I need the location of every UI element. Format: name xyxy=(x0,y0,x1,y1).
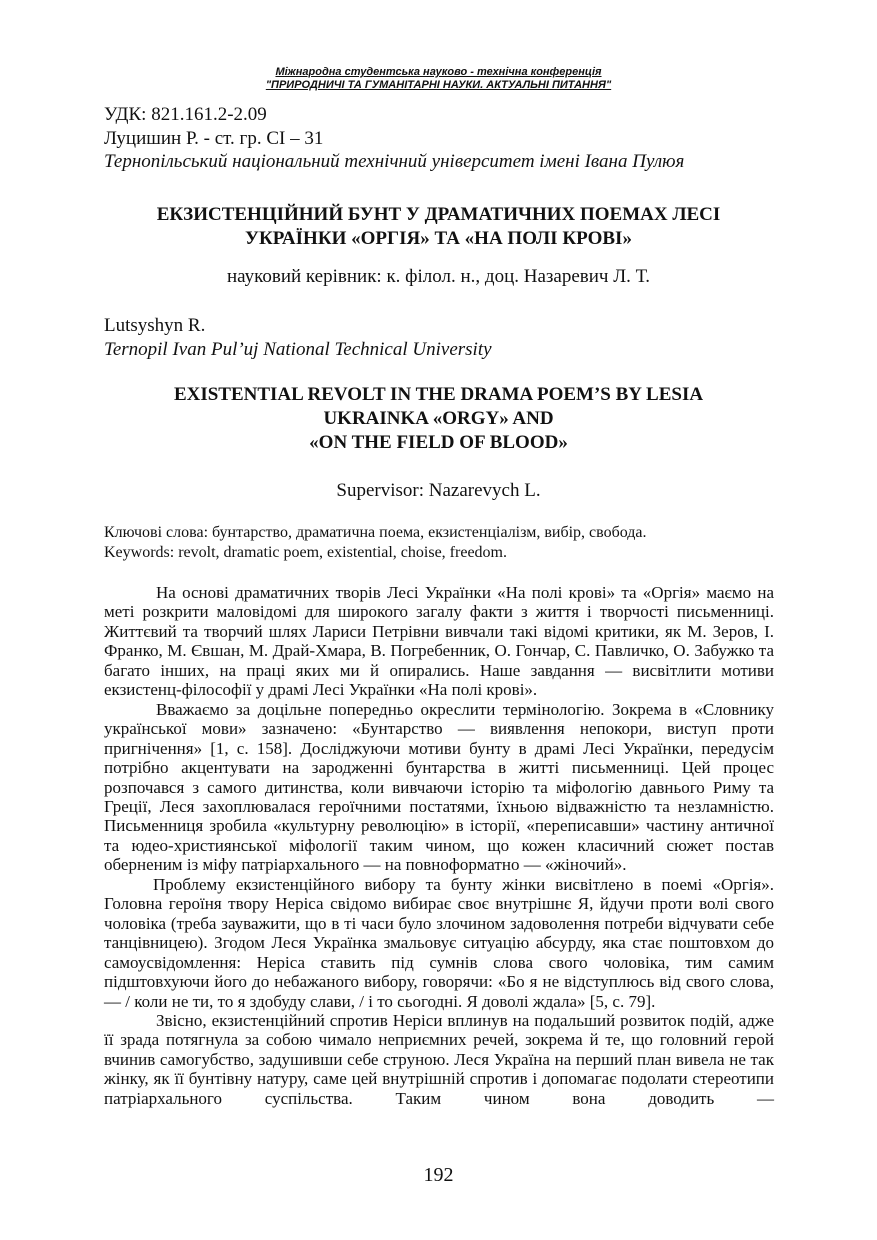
university-ua: Тернопільський національний технічний університет імені Івана Пулюя xyxy=(104,151,685,172)
title-ua-line: УКРАЇНКИ «ОРГІЯ» ТА «НА ПОЛІ КРОВІ» xyxy=(245,228,632,249)
author-info-en xyxy=(104,314,492,361)
author-info-ua xyxy=(104,103,684,174)
title-ua-line: ЕКЗИСТЕНЦІЙНИЙ БУНТ У ДРАМАТИЧНИХ ПОЕМАХ ЛЕСІ xyxy=(156,204,721,225)
title-en-line: UKRAINKA «ORGY» AND xyxy=(323,408,554,429)
keywords-ua: Ключові слова: бунтарство, драматична поема, екзистенціалізм, вибір, свобода. xyxy=(104,524,647,541)
body-text xyxy=(104,583,774,1108)
paper-title-en xyxy=(0,383,877,455)
paper-title-ua xyxy=(0,203,877,251)
conference-name: Міжнародна студентська науково - технічна конференція xyxy=(275,66,602,78)
title-en-line: EXISTENTIAL REVOLT IN THE DRAMA POEM’S BY LESIA xyxy=(173,384,704,405)
supervisor-en: Supervisor: Nazarevych L. xyxy=(336,480,541,501)
keywords-block xyxy=(104,523,647,563)
university-en: Ternopil Ivan Pul’uj National Technical University xyxy=(104,338,492,360)
paragraph: На основі драматичних творів Лесі Українки «На полі крові» та «Оргія» маємо на меті розкрити маловідомі для широкого загалу факти з життя і творчості письменниці. Життєвий та творчий шлях Лариси Петрівни вивчали такі відомі критики, як М. Зеров, І. Франко, М. Євшан, М. Драй-Хмара, В. Погребенник, О. Гончар, С. Павличко, О. Забужко та багато інших, на праці яких ми й опирались. Наше завдання — висвітлити мотиви екзистенц-філософії у драмі Лесі Українки «На полі крові». xyxy=(104,583,774,700)
keywords-en: Keywords: revolt, dramatic poem, existential, choise, freedom. xyxy=(104,544,507,561)
paragraph: Звісно, екзистенційний спротив Неріси вплинув на подальший розвиток подій, адже її зрада потягнула за собою чимало неприємних речей, зокрема й те, що головний герой вчинив самогубство, задушивши себе струною. Леся Україна на перший план вивела не так жінку, як її бунтівну натуру, саме цей внутрішній спротив і допомагає подолати стереотипи патріархального суспільства. Таким чином вона доводить — xyxy=(104,1010,774,1108)
author-name-ua: Луцишин Р. - ст. гр. СІ – 31 xyxy=(104,127,324,149)
title-en-line: «ON THE FIELD OF BLOOD» xyxy=(309,432,568,453)
paragraph: Проблему екзистенційного вибору та бунту жінки висвітлено в поемі «Оргія». Головна героїня твору Неріса свідомо вибирає своє внутрішнє Я, йдучи проти волі свого чоловіка (треба зауважити, що в ті часи було злочином задоволення потреби відчувати себе танцівницею). Згодом Леся Українка змальовує ситуацію абсурду, яка стає поштовхом до самоусвідомлення: Неріса ставить під сумнів слова свого чоловіка, тим самим підштовхуючи його до небажаного вибору, говорячи: «Бо я не відступлюсь від свого слова, — / коли не ти, то я здобуду слави, / і то сьогодні. Я доволі ждала» [5, с. 79]. xyxy=(104,874,774,1011)
udc-code: УДК: 821.161.2-2.09 xyxy=(104,104,267,125)
conference-theme: "ПРИРОДНИЧІ ТА ГУМАНІТАРНІ НАУКИ. АКТУАЛЬНІ ПИТАННЯ" xyxy=(265,79,612,91)
paragraph: Вважаємо за доцільне попередньо окреслити термінологію. Зокрема в «Словнику української мови» зазначено: «Бунтарство — виявлення непокори, виступ проти пригнічення» [1, с. 158]. Досліджуючи мотиви бунту в драмі Лесі Українки, передусім потрібно акцентувати на зародженні бунтарства в житті письменниці. Цей процес розпочався з самого дитинства, коли вивчаючи історію та міфологію давнього Риму та Греції, Леся захоплювалася героїчними постатями, їхньою відважністю та незламністю. Письменниця зробила «культурну революцію» в історії, «переписавши» частину античної та юдео-християнської міфології таким чином, що кожен класичний сюжет постав оберненим із міфу патріархального — на повноформатно — «жіночий». xyxy=(104,699,774,875)
author-name-en: Lutsyshyn R. xyxy=(104,315,206,336)
supervisor-ua: науковий керівник: к. філол. н., доц. Назаревич Л. Т. xyxy=(226,266,651,287)
conference-header xyxy=(0,66,877,92)
page-number: 192 xyxy=(423,1164,454,1186)
